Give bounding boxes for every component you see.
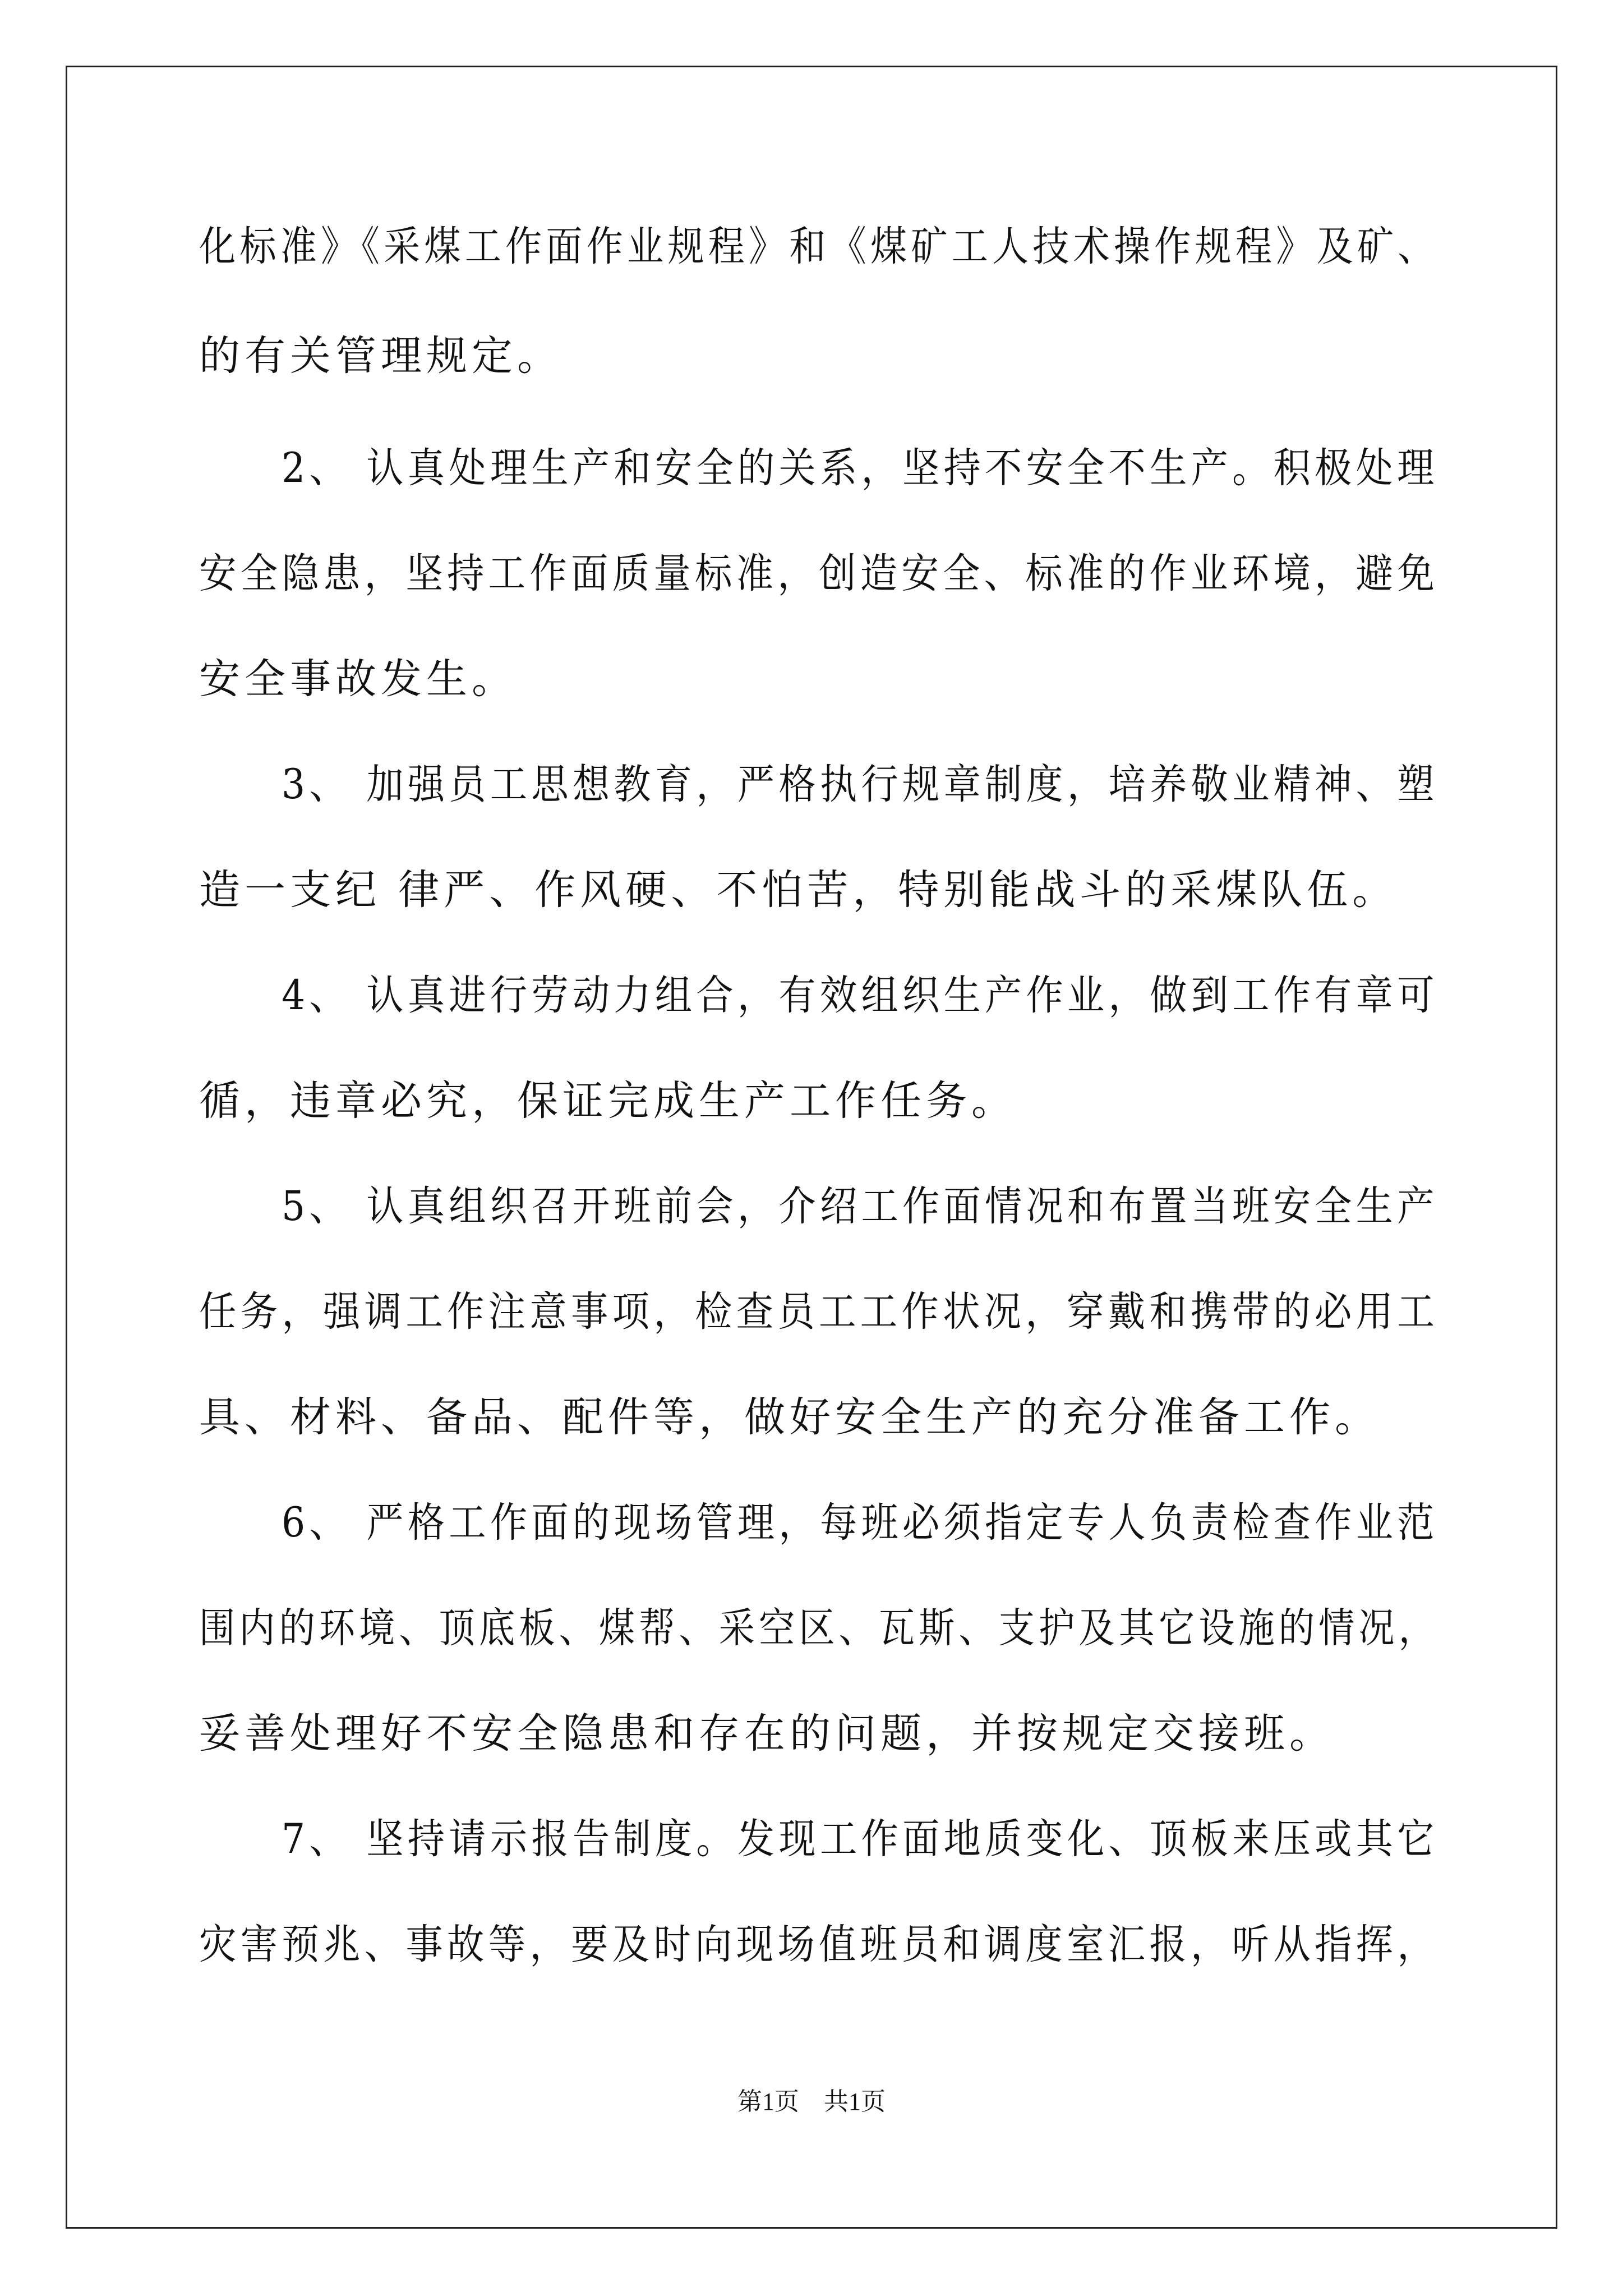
text-line: 的有关管理规定。	[199, 332, 562, 380]
text-line: 3、 加强员工思想教育，严格执行规章制度，培养敬业精神、塑	[199, 761, 1438, 808]
text-line: 循，违章必究，保证完成生产工作任务。	[199, 1077, 1017, 1125]
text-line: 造一支纪 律严、作风硬、不怕苦，特别能战斗的采煤队伍。	[199, 866, 1398, 914]
page-footer: 第1页 共1页	[737, 2088, 886, 2115]
text-line: 安全事故发生。	[199, 655, 517, 703]
text-line: 具、材料、备品、配件等，做好安全生产的充分准备工作。	[199, 1393, 1380, 1441]
text-line: 化标准》《采煤工作面作业规程》和《煤矿工人技术操作规程》及矿、	[199, 223, 1438, 270]
text-line: 安全隐患，坚持工作面质量标准，创造安全、标准的作业环境，避免	[199, 550, 1438, 597]
text-line: 灾害预兆、事故等，要及时向现场值班员和调度室汇报，听从指挥，	[199, 1921, 1438, 1968]
text-line: 任务，强调工作注意事项，检查员工工作状况，穿戴和携带的必用工	[199, 1288, 1438, 1336]
page-border	[66, 66, 1557, 2229]
text-line: 妥善处理好不安全隐患和存在的问题，并按规定交接班。	[199, 1710, 1335, 1757]
text-line: 2、 认真处理生产和安全的关系，坚持不安全不生产。积极处理	[199, 444, 1438, 492]
text-line: 围内的环境、顶底板、煤帮、采空区、瓦斯、支护及其它设施的情况，	[199, 1604, 1438, 1652]
text-line: 4、 认真进行劳动力组合，有效组织生产作业，做到工作有章可	[199, 972, 1438, 1019]
text-line: 6、 严格工作面的现场管理，每班必须指定专人负责检查作业范	[199, 1499, 1438, 1547]
text-line: 5、 认真组织召开班前会，介绍工作面情况和布置当班安全生产	[199, 1182, 1438, 1230]
text-line: 7、 坚持请示报告制度。发现工作面地质变化、顶板来压或其它	[199, 1815, 1438, 1863]
